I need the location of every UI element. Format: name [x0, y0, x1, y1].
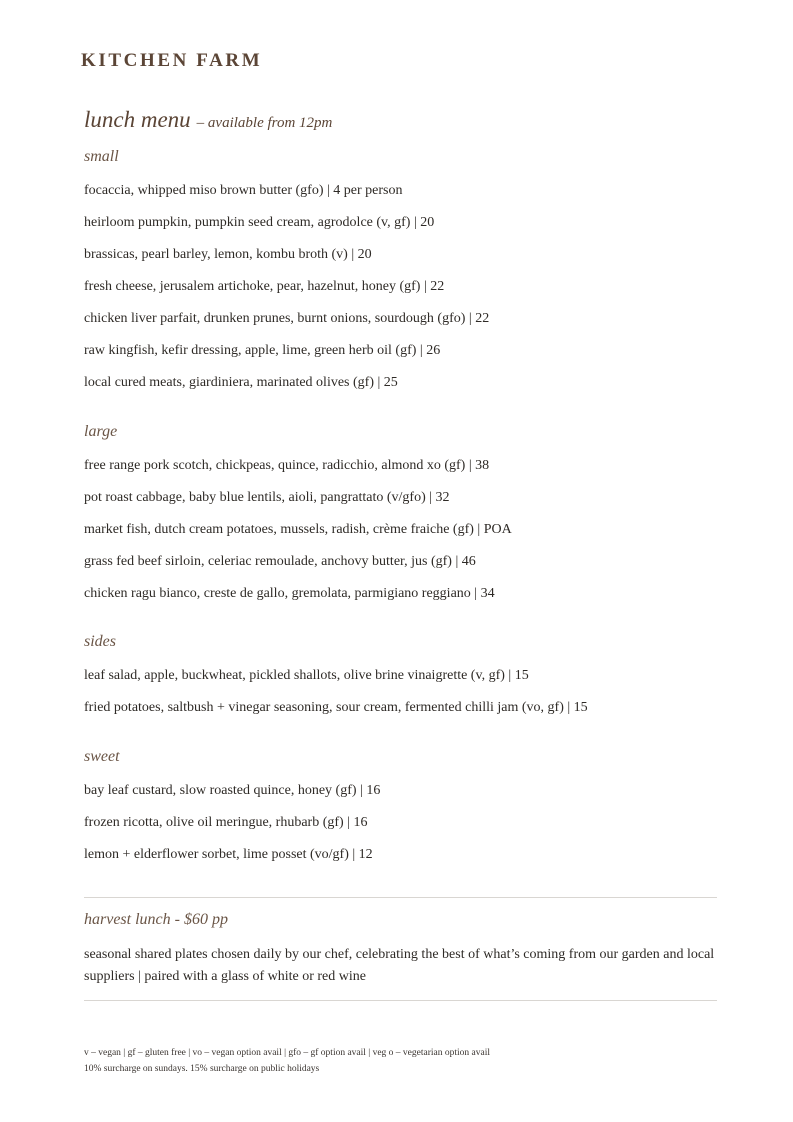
divider — [84, 1000, 717, 1001]
menu-item: grass fed beef sirloin, celeriac remoulade, anchovy butter, jus (gf) | 46 — [84, 554, 476, 569]
section-title-sides: sides — [84, 633, 116, 650]
menu-item: focaccia, whipped miso brown butter (gfo) | 4 per person — [84, 183, 403, 198]
section-title-large: large — [84, 423, 118, 440]
menu-item: chicken liver parfait, drunken prunes, burnt onions, sourdough (gfo) | 22 — [84, 311, 490, 326]
harvest-title: harvest lunch - $60 pp — [84, 911, 228, 928]
menu-item: fried potatoes, saltbush + vinegar seasoning, sour cream, fermented chilli jam (vo, gf) | 15 — [84, 700, 588, 715]
menu-item: raw kingfish, kefir dressing, apple, lime, green herb oil (gf) | 26 — [84, 343, 441, 358]
menu-item: frozen ricotta, olive oil meringue, rhubarb (gf) | 16 — [84, 815, 368, 830]
menu-item: brassicas, pearl barley, lemon, kombu broth (v) | 20 — [84, 247, 372, 262]
section-title-small: small — [84, 148, 119, 165]
menu-item: local cured meats, giardiniera, marinated olives (gf) | 25 — [84, 375, 398, 390]
menu-title — [84, 107, 332, 133]
divider — [84, 897, 717, 898]
menu-item: market fish, dutch cream potatoes, mussels, radish, crème fraiche (gf) | POA — [84, 522, 512, 537]
menu-item: free range pork scotch, chickpeas, quince, radicchio, almond xo (gf) | 38 — [84, 458, 490, 473]
menu-item: lemon + elderflower sorbet, lime posset (vo/gf) | 12 — [84, 847, 373, 862]
menu-item: bay leaf custard, slow roasted quince, honey (gf) | 16 — [84, 783, 381, 798]
dietary-legend: v – vegan | gf – gluten free | vo – vegan option avail | gfo – gf option avail | veg o – vegetarian option avail — [84, 1048, 490, 1058]
menu-item: leaf salad, apple, buckwheat, pickled shallots, olive brine vinaigrette (v, gf) | 15 — [84, 668, 529, 683]
section-title-sweet: sweet — [84, 748, 120, 765]
harvest-description: seasonal shared plates chosen daily by our chef, celebrating the best of what’s coming from our garden and local suppliers | paired with a glass of white or red wine — [84, 947, 715, 984]
menu-item: chicken ragu bianco, creste de gallo, gremolata, parmigiano reggiano | 34 — [84, 586, 495, 601]
menu-item: pot roast cabbage, baby blue lentils, aioli, pangrattato (v/gfo) | 32 — [84, 490, 450, 505]
menu-item: fresh cheese, jerusalem artichoke, pear, hazelnut, honey (gf) | 22 — [84, 279, 445, 294]
menu-item: heirloom pumpkin, pumpkin seed cream, agrodolce (v, gf) | 20 — [84, 215, 435, 230]
menu-title-main: lunch menu — [84, 107, 191, 132]
brand-title: KITCHEN FARM — [81, 50, 263, 71]
menu-title-subtitle: – available from 12pm — [196, 115, 333, 131]
surcharge-note: 10% surcharge on sundays. 15% surcharge on public holidays — [84, 1064, 320, 1074]
